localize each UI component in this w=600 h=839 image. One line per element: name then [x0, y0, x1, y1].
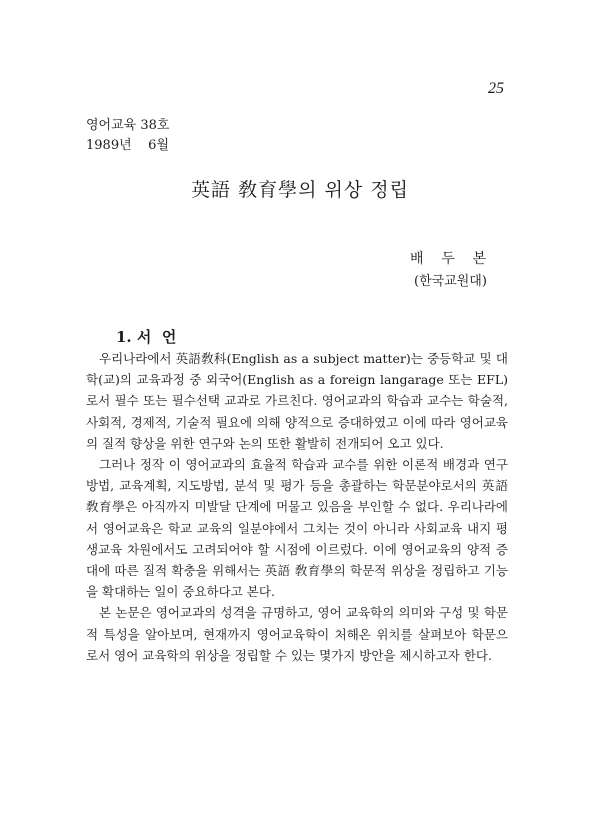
journal-issue: 영어교육 38호 — [86, 118, 170, 133]
paper-title: 英語 敎育學의 위상 정립 — [191, 179, 409, 201]
paragraph: 본 논문은 영어교과의 성격을 규명하고, 영어 교육학의 의미와 구성 및 학문적 특성을 알아보며, 현재까지 영어교육학이 처해온 위치를 살펴보아 학문으로서 영어 교육학의 위상을 정립할 수 있는 몇가지 방안을 제시하고자 한다. — [86, 605, 508, 663]
section-heading: 1. 서 언 — [116, 328, 177, 346]
paragraph: 그러나 정작 이 영어교과의 효율적 학습과 교수를 위한 이론적 배경과 연구방법, 교육계획, 지도방법, 분석 및 평가 등을 총괄하는 학문분야로서의 英語 敎育學은 아직까지 미발달 단계에 머물고 있음을 부인할 수 없다. 우리나라에서 영어교육은 학교 교육의 일분야에서 그치는 것이 아니라 사회교육 내지 평생교육 차원에서도 고려되어야 할 시점에 이르렀다. 이에 영어교육의 양적 증대에 따른 질적 확충을 위해서는 英語 敎育學의 학문적 위상을 정립하고 기능을 확대하는 일이 중요하다고 본다. — [86, 457, 508, 600]
author-name: 배 두 본 — [410, 251, 487, 267]
journal-info — [86, 116, 169, 156]
body-text — [86, 348, 508, 666]
page-number: 25 — [488, 80, 504, 97]
journal-date: 1989년 6월 — [86, 138, 170, 153]
author-affiliation: (한국교원대) — [414, 274, 487, 289]
paragraph: 우리나라에서 英語敎科(English as a subject matter)는 중등학교 및 대학(교)의 교육과정 중 외국어(English as a foreign langarage 또는 EFL)로서 필수 또는 필수선택 교과로 가르친다. 영어교과의 학습과 교수는 학술적, 사회적, 경제적, 기술적 필요에 의해 양적으로 증대하였고 이에 따라 영어교육의 질적 향상을 위한 연구와 논의 또한 활발히 전개되어 오고 있다. — [86, 351, 508, 451]
